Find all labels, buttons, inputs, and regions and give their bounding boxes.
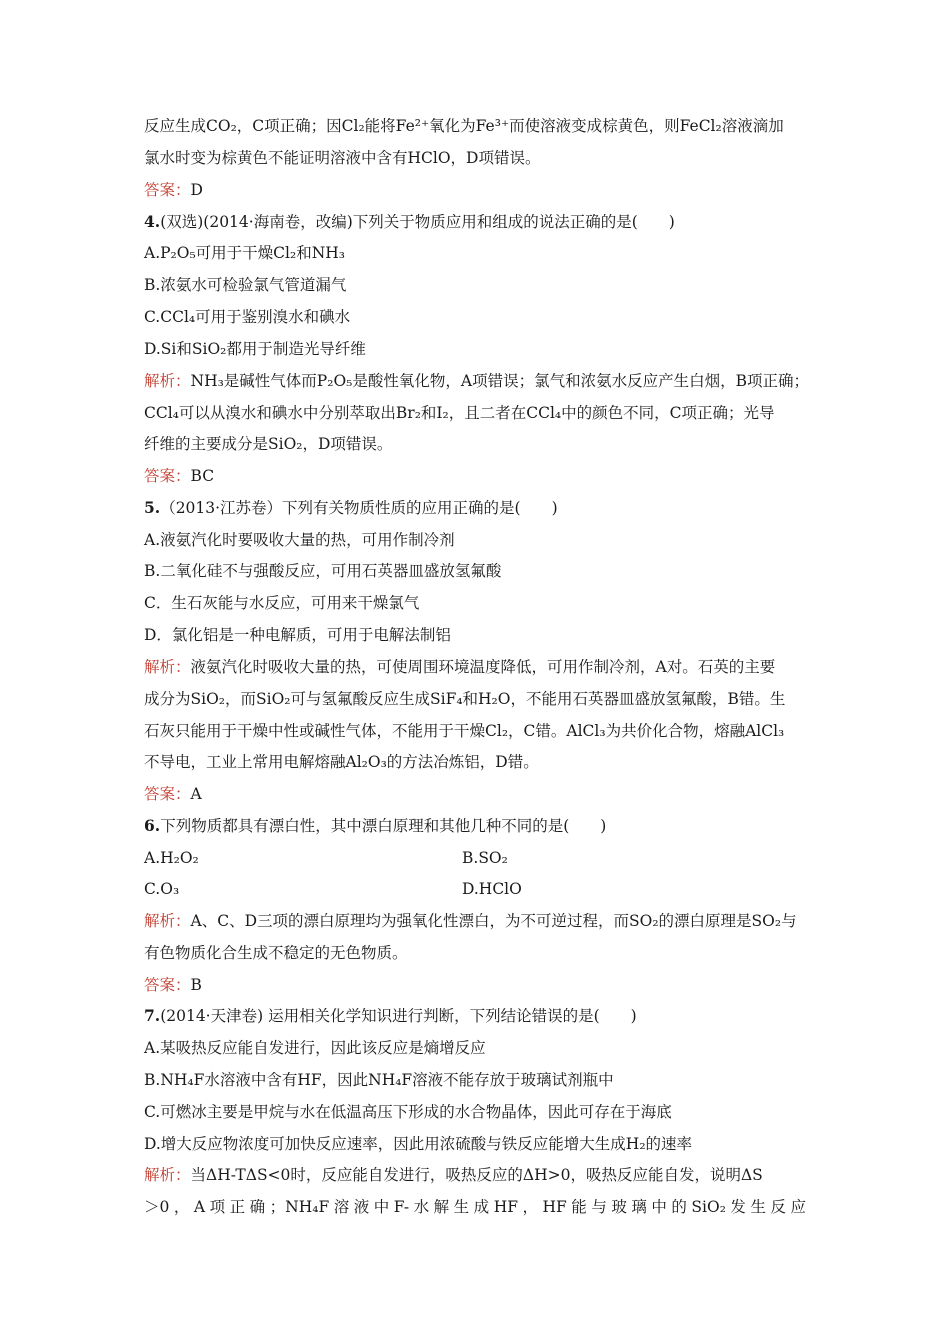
q5-option-d: D．氯化铝是一种电解质，可用于电解法制铝	[144, 626, 451, 644]
q4-stem-text: (双选)(2014·海南卷，改编)下列关于物质应用和组成的说法正确的是( )	[160, 213, 675, 231]
q3-answer-value: D	[190, 181, 203, 199]
q6-stem-text: 下列物质都具有漂白性，其中漂白原理和其他几种不同的是( )	[160, 817, 607, 835]
q4-analysis-line-1	[144, 369, 809, 393]
analysis-label: 解析：	[144, 1166, 191, 1184]
q5-analysis-line-4: 不导电，工业上常用电解熔融Al₂O₃的方法冶炼铝，D错。	[144, 753, 539, 771]
analysis-label: 解析：	[144, 658, 191, 676]
q6-analysis-line-2: 有色物质化合生成不稳定的无色物质。	[144, 944, 408, 962]
analysis-label: 解析：	[144, 912, 191, 930]
answer-label: 答案：	[144, 467, 191, 485]
q5-analysis-line-1	[144, 655, 775, 679]
q5-stem	[144, 496, 558, 520]
q6-analysis-line-1	[144, 909, 797, 933]
q7-analysis-line-1	[144, 1163, 763, 1187]
q6-answer	[144, 973, 202, 997]
analysis-continuation-line-1: 反应生成CO₂，C项正确；因Cl₂能将Fe²⁺氧化为Fe³⁺而使溶液变成棕黄色，则FeCl₂溶液滴加	[144, 117, 784, 135]
q4-option-c: C.CCl₄可用于鉴别溴水和碘水	[144, 308, 351, 326]
analysis-label: 解析：	[144, 372, 191, 390]
q6-analysis-text-1: A、C、D三项的漂白原理均为强氧化性漂白，为不可逆过程，而SO₂的漂白原理是SO₂与	[190, 912, 797, 930]
q5-analysis-line-2: 成分为SiO₂，而SiO₂可与氢氟酸反应生成SiF₄和H₂O，不能用石英器皿盛放氢氟酸，B错。生	[144, 690, 786, 708]
q4-answer	[144, 464, 214, 488]
q4-stem	[144, 210, 675, 234]
q4-answer-value: BC	[190, 467, 215, 485]
q6-option-a: A.H₂O₂	[144, 849, 199, 867]
q6-option-d: D.HClO	[462, 880, 522, 898]
q4-option-a: A.P₂O₅可用于干燥Cl₂和NH₃	[144, 244, 346, 262]
q3-answer	[144, 178, 203, 202]
q6-stem	[144, 814, 606, 838]
q4-option-d: D.Si和SiO₂都用于制造光导纤维	[144, 340, 366, 358]
q4-analysis-text-1: NH₃是碱性气体而P₂O₅是酸性氧化物，A项错误；氯气和浓氨水反应产生白烟，B项正确；	[190, 372, 809, 390]
q4-analysis-line-3: 纤维的主要成分是SiO₂，D项错误。	[144, 435, 393, 453]
answer-label: 答案：	[144, 181, 191, 199]
q7-analysis-line-2: ＞0，A项正确；NH₄F溶液中F-水解生成HF，HF能与玻璃中的SiO₂发生反应	[144, 1198, 806, 1216]
q4-option-b: B.浓氨水可检验氯气管道漏气	[144, 276, 347, 294]
answer-label: 答案：	[144, 785, 191, 803]
q6-number: 6.	[144, 816, 161, 835]
q7-stem	[144, 1004, 637, 1028]
q5-option-a: A.液氨汽化时要吸收大量的热，可用作制冷剂	[144, 531, 455, 549]
q7-stem-text: (2014·天津卷) 运用相关化学知识进行判断，下列结论错误的是( )	[160, 1007, 637, 1025]
q5-analysis-text-1: 液氨汽化时吸收大量的热，可使周围环境温度降低，可用作制冷剂，A对。石英的主要	[190, 658, 776, 676]
q4-analysis-line-2: CCl₄可以从溴水和碘水中分别萃取出Br₂和I₂，且二者在CCl₄中的颜色不同，C项正确；光导	[144, 404, 775, 422]
q7-option-a: A.某吸热反应能自发进行，因此该反应是熵增反应	[144, 1039, 486, 1057]
answer-label: 答案：	[144, 976, 191, 994]
q5-analysis-line-3: 石灰只能用于干燥中性或碱性气体，不能用于干燥Cl₂，C错。AlCl₃为共价化合物，熔融AlCl₃	[144, 722, 785, 740]
q6-option-b: B.SO₂	[462, 849, 508, 867]
q7-analysis-text-1: 当ΔH-TΔS<0时，反应能自发进行，吸热反应的ΔH>0，吸热反应能自发，说明ΔS	[190, 1166, 763, 1184]
q5-answer-value: A	[190, 785, 202, 803]
q7-option-d: D.增大反应物浓度可加快反应速率，因此用浓硫酸与铁反应能增大生成H₂的速率	[144, 1135, 693, 1153]
q6-option-c: C.O₃	[144, 880, 180, 898]
q5-option-c: C．生石灰能与水反应，可用来干燥氯气	[144, 594, 420, 612]
analysis-continuation-line-2: 氯水时变为棕黄色不能证明溶液中含有HClO，D项错误。	[144, 149, 541, 167]
q7-option-c: C.可燃冰主要是甲烷与水在低温高压下形成的水合物晶体，因此可存在于海底	[144, 1103, 672, 1121]
q4-number: 4.	[144, 212, 161, 231]
q6-answer-value: B	[190, 976, 202, 994]
q5-stem-text: （2013·江苏卷）下列有关物质性质的应用正确的是( )	[160, 499, 558, 517]
q5-number: 5.	[144, 498, 161, 517]
q7-option-b: B.NH₄F水溶液中含有HF，因此NH₄F溶液不能存放于玻璃试剂瓶中	[144, 1071, 614, 1089]
q5-answer	[144, 782, 202, 806]
q7-number: 7.	[144, 1006, 161, 1025]
q5-option-b: B.二氧化硅不与强酸反应，可用石英器皿盛放氢氟酸	[144, 562, 502, 580]
